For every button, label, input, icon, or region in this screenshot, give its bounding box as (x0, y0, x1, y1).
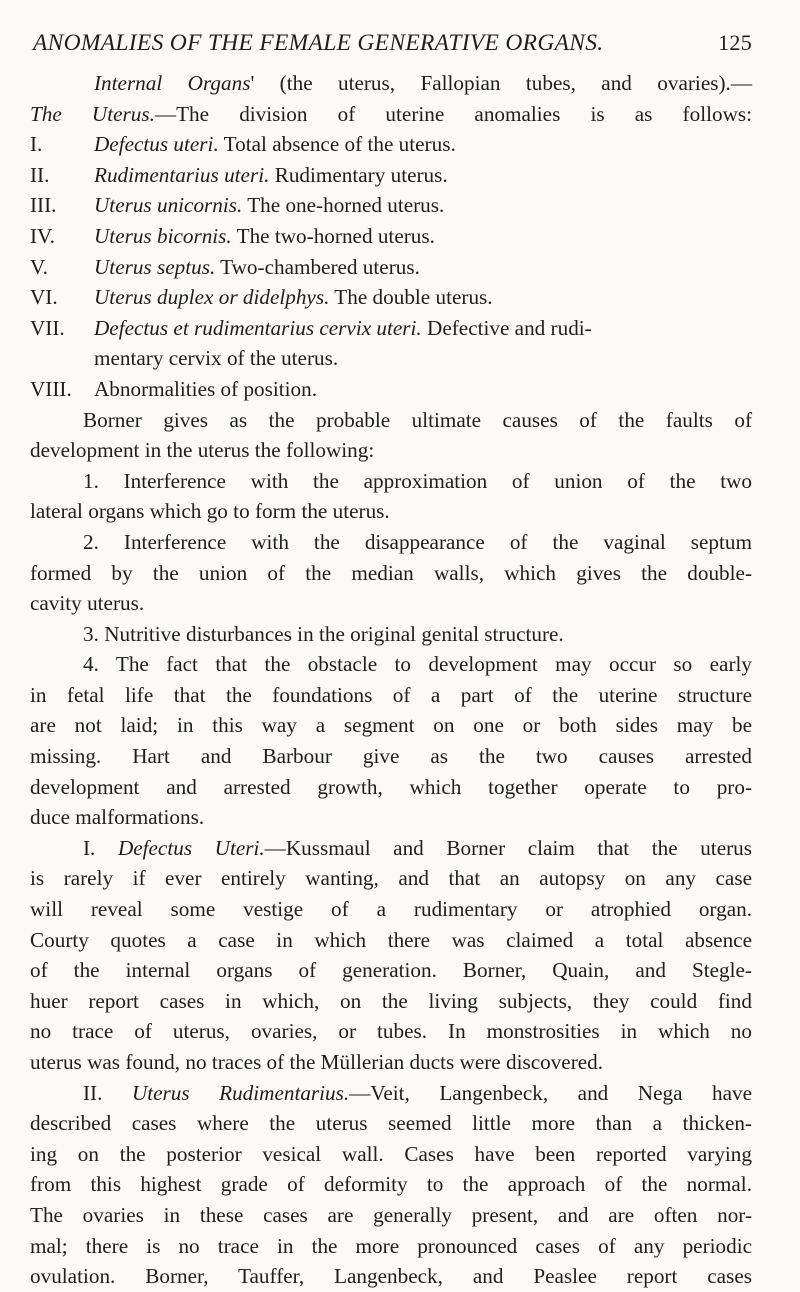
running-title: ANOMALIES OF THE FEMALE GENERATIVE ORGANS. (33, 30, 604, 56)
text-line: is rarely if ever entirely wanting, and that an autopsy on any case (30, 866, 752, 891)
text-line: Courty quotes a case in which there was claimed a total absence (30, 927, 752, 952)
cause-line: 1. Interference with the approximation of union of the two (83, 468, 752, 493)
text-line: ing on the posterior vesical wall. Cases have been reported varying (30, 1141, 752, 1166)
text-line: described cases where the uterus seemed little more than a thicken- (30, 1111, 752, 1136)
list-item: II. Rudimentarius uteri. Rudimentary uterus. (30, 162, 448, 187)
section-heading-line: I. Defectus Uteri.—Kussmaul and Borner claim that the uterus (83, 835, 752, 860)
cause-line: development and arrested growth, which together operate to pro- (30, 774, 752, 799)
list-item: VIII. Abnormalities of position. (30, 376, 318, 401)
text-line: from this highest grade of deformity to the approach of the normal. (30, 1172, 752, 1197)
cause-line: 4. The fact that the obstacle to development may occur so early (83, 652, 752, 677)
text-line: ovulation. Borner, Tauffer, Langenbeck, and Peaslee report cases (30, 1264, 752, 1289)
running-head (30, 30, 752, 68)
text-line: development in the uterus the following: (30, 438, 375, 463)
cause-line: are not laid; in this way a segment on one or both sides may be (30, 713, 752, 738)
cause-line: formed by the union of the median walls, which gives the double- (30, 560, 752, 585)
page-number: 125 (718, 30, 752, 55)
text-line: Borner gives as the probable ultimate causes of the faults of (83, 407, 752, 432)
cause-line: 2. Interference with the disappearance of the vaginal septum (83, 529, 752, 554)
cause-line: lateral organs which go to form the uterus. (30, 499, 390, 524)
cause-line: 3. Nutritive disturbances in the original genital structure. (83, 621, 564, 646)
text-line: The ovaries in these cases are generally present, and are often nor- (30, 1202, 752, 1227)
list-item-continuation: mentary cervix of the uterus. (94, 346, 339, 371)
list-item: IV. Uterus bicornis. The two-horned uterus. (30, 223, 435, 248)
text-line: Internal Organs' (the uterus, Fallopian tubes, and ovaries).— (94, 71, 753, 95)
text-line: will reveal some vestige of a rudimentary or atrophied organ. (30, 897, 752, 922)
cause-line: in fetal life that the foundations of a part of the uterine structure (30, 682, 752, 707)
text-line: The Uterus.—The division of uterine anomalies is as follows: (30, 101, 752, 126)
text-line: of the internal organs of generation. Borner, Quain, and Stegle- (30, 958, 752, 983)
list-item: III. Uterus unicornis. The one-horned uterus. (30, 193, 445, 218)
list-item: VII. Defectus et rudimentarius cervix uteri. Defective and rudi- (30, 315, 592, 340)
text-line: huer report cases in which, on the living subjects, they could find (30, 988, 752, 1013)
text-line: uterus was found, no traces of the Müllerian ducts were discovered. (30, 1050, 604, 1074)
cause-line: missing. Hart and Barbour give as the two causes arrested (30, 744, 752, 769)
list-item: VI. Uterus duplex or didelphys. The double uterus. (30, 285, 493, 310)
list-item: V. Uterus septus. Two-chambered uterus. (30, 254, 420, 279)
text-line: mal; there is no trace in the more pronounced cases of any periodic (30, 1233, 752, 1258)
cause-line: cavity uterus. (30, 591, 145, 616)
text-line: no trace of uterus, ovaries, or tubes. In monstrosities in which no (30, 1019, 752, 1044)
cause-line: duce malformations. (30, 805, 205, 830)
section-heading-line: II. Uterus Rudimentarius.—Veit, Langenbeck, and Nega have (83, 1080, 752, 1105)
list-item: I. Defectus uteri. Total absence of the uterus. (30, 132, 456, 157)
